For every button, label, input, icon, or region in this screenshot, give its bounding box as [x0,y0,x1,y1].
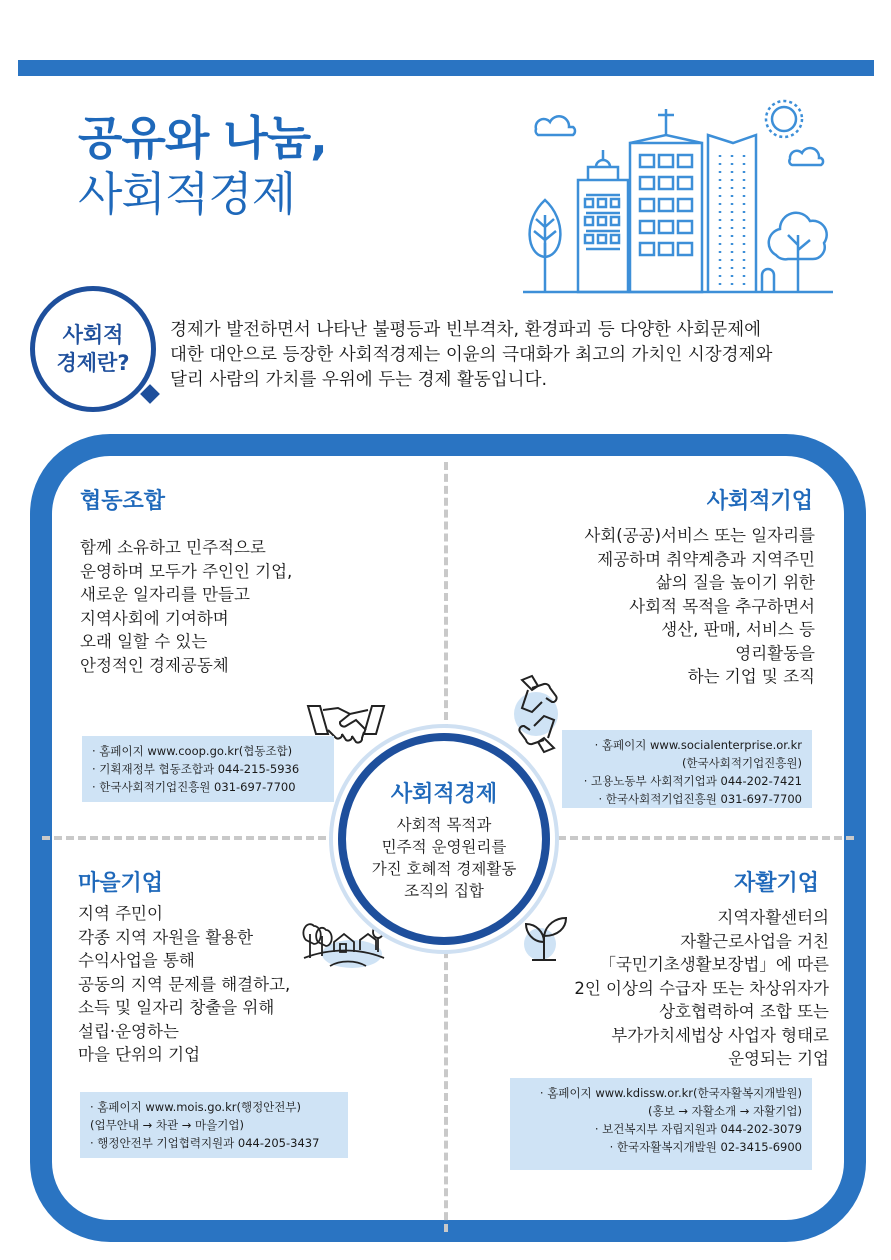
ss-desc-line: 「국민기초생활보장법」에 따른 [599,955,829,974]
se-desc-line: 하는 기업 및 조직 [687,667,815,686]
se-desc-line: 삶의 질을 높이기 위한 [655,573,815,592]
social-enterprise-description [584,524,815,689]
village-icon [300,914,388,970]
village-desc-line: 마을 단위의 기업 [78,1045,201,1064]
ss-desc-line: 자활근로사업을 거친 [680,931,829,951]
village-description [78,902,290,1067]
self-support-title: 자활기업 [733,871,819,896]
self-support-description [574,906,829,1071]
center-desc-line: 민주적 운영원리를 [381,837,507,856]
se-info-line: · 고용노동부 사회적기업과 044-202-7421 [583,774,802,788]
se-desc-line: 영리활동을 [735,643,815,663]
social-enterprise-info-box [562,730,812,808]
se-desc-line: 제공하며 취약계층과 지역주민 [597,549,815,569]
coop-desc-line: 지역사회에 기여하며 [80,608,229,628]
ss-info-line: (홍보 → 자활소개 → 자활기업) [648,1104,802,1118]
intro-text [170,318,870,393]
coop-desc-line: 새로운 일자리를 만들고 [80,585,250,604]
intro-line: 경제가 발전하면서 나타난 불평등과 빈부격차, 환경파괴 등 다양한 사회문제에 [170,320,762,340]
intro-line: 대한 대안으로 등장한 사회적경제는 이윤의 극대화가 최고의 가치인 시장경제와 [170,345,773,365]
se-desc-line: 생산, 판매, 서비스 등 [661,620,815,639]
intro-badge-line2: 경제란? [56,351,130,375]
se-info-line: · 홈페이지 www.socialenterprise.or.kr [594,738,802,752]
coop-desc-line: 함께 소유하고 민주적으로 [80,538,266,557]
coop-info-line: · 홈페이지 www.coop.go.kr(협동조합) [92,744,293,758]
se-desc-line: 사회(공공)서비스 또는 일자리를 [584,526,815,545]
coop-description [80,536,292,677]
village-info-line: · 행정안전부 기업협력지원과 044-205-3437 [90,1136,320,1150]
helping-hands-icon [508,674,568,754]
coop-title: 협동조합 [80,489,166,514]
page-title-line1: 공유와 나눔, [78,111,327,165]
coop-desc-line: 안정적인 경제공동체 [80,655,229,675]
village-info-box [80,1092,348,1158]
coop-desc-line: 오래 일할 수 있는 [80,632,208,651]
village-desc-line: 소득 및 일자리 창출을 위해 [78,998,275,1017]
page-title-line2: 사회적경제 [78,167,296,221]
center-description [372,814,517,902]
se-desc-line: 사회적 목적을 추구하면서 [629,596,815,616]
village-info-line: (업무안내 → 차관 → 마을기업) [90,1118,244,1132]
ss-info-line: · 홈페이지 www.kdissw.or.kr(한국자활복지개발원) [539,1086,802,1100]
ss-desc-line: 부가가치세법상 사업자 형태로 [611,1025,829,1045]
village-desc-line: 설립·운영하는 [78,1021,179,1041]
ss-desc-line: 운영되는 기업 [728,1049,829,1068]
sprout-icon [518,912,570,964]
ss-desc-line: 상호협력하여 조합 또는 [659,1002,829,1021]
coop-info-box [82,736,334,802]
se-info-line: (한국사회적기업진흥원) [681,756,802,770]
coop-info-line: · 기획재정부 협동조합과 044-215-5936 [92,762,300,776]
page-title [78,110,327,222]
intro-badge-line1: 사회적 [62,323,124,347]
village-info-line: · 홈페이지 www.mois.go.kr(행정안전부) [90,1100,301,1114]
village-desc-line: 공동의 지역 문제를 해결하고, [78,974,291,994]
center-desc-line: 사회적 목적과 [396,815,492,834]
ss-desc-line: 지역자활센터의 [717,908,829,927]
city-illustration-icon [518,95,838,300]
coop-info-line: · 한국사회적기업진흥원 031-697-7700 [92,780,296,794]
center-desc-line: 가진 호혜적 경제활동 [371,859,517,878]
center-desc-line: 조직의 집합 [404,881,484,900]
top-banner-bar [18,60,874,76]
intro-line: 달리 사람의 가치를 우위에 두는 경제 활동입니다. [170,370,548,390]
ss-info-line: · 보건복지부 자립지원과 044-202-3079 [594,1122,802,1136]
ss-info-line: · 한국자활복지개발원 02-3415-6900 [609,1140,802,1154]
center-social-economy-circle [338,733,550,945]
coop-desc-line: 운영하며 모두가 주인인 기업, [80,561,293,581]
ss-desc-line: 2인 이상의 수급자 또는 차상위자가 [574,978,829,998]
social-enterprise-title: 사회적기업 [706,489,813,514]
village-desc-line: 수익사업을 통해 [78,951,195,970]
se-info-line: · 한국사회적기업진흥원 031-697-7700 [598,792,802,806]
village-title: 마을기업 [78,871,164,896]
center-title: 사회적경제 [390,781,498,807]
village-desc-line: 지역 주민이 [78,904,163,923]
village-desc-line: 각종 지역 자원을 활용한 [78,927,254,947]
intro-badge [30,286,156,412]
self-support-info-box [510,1078,812,1170]
